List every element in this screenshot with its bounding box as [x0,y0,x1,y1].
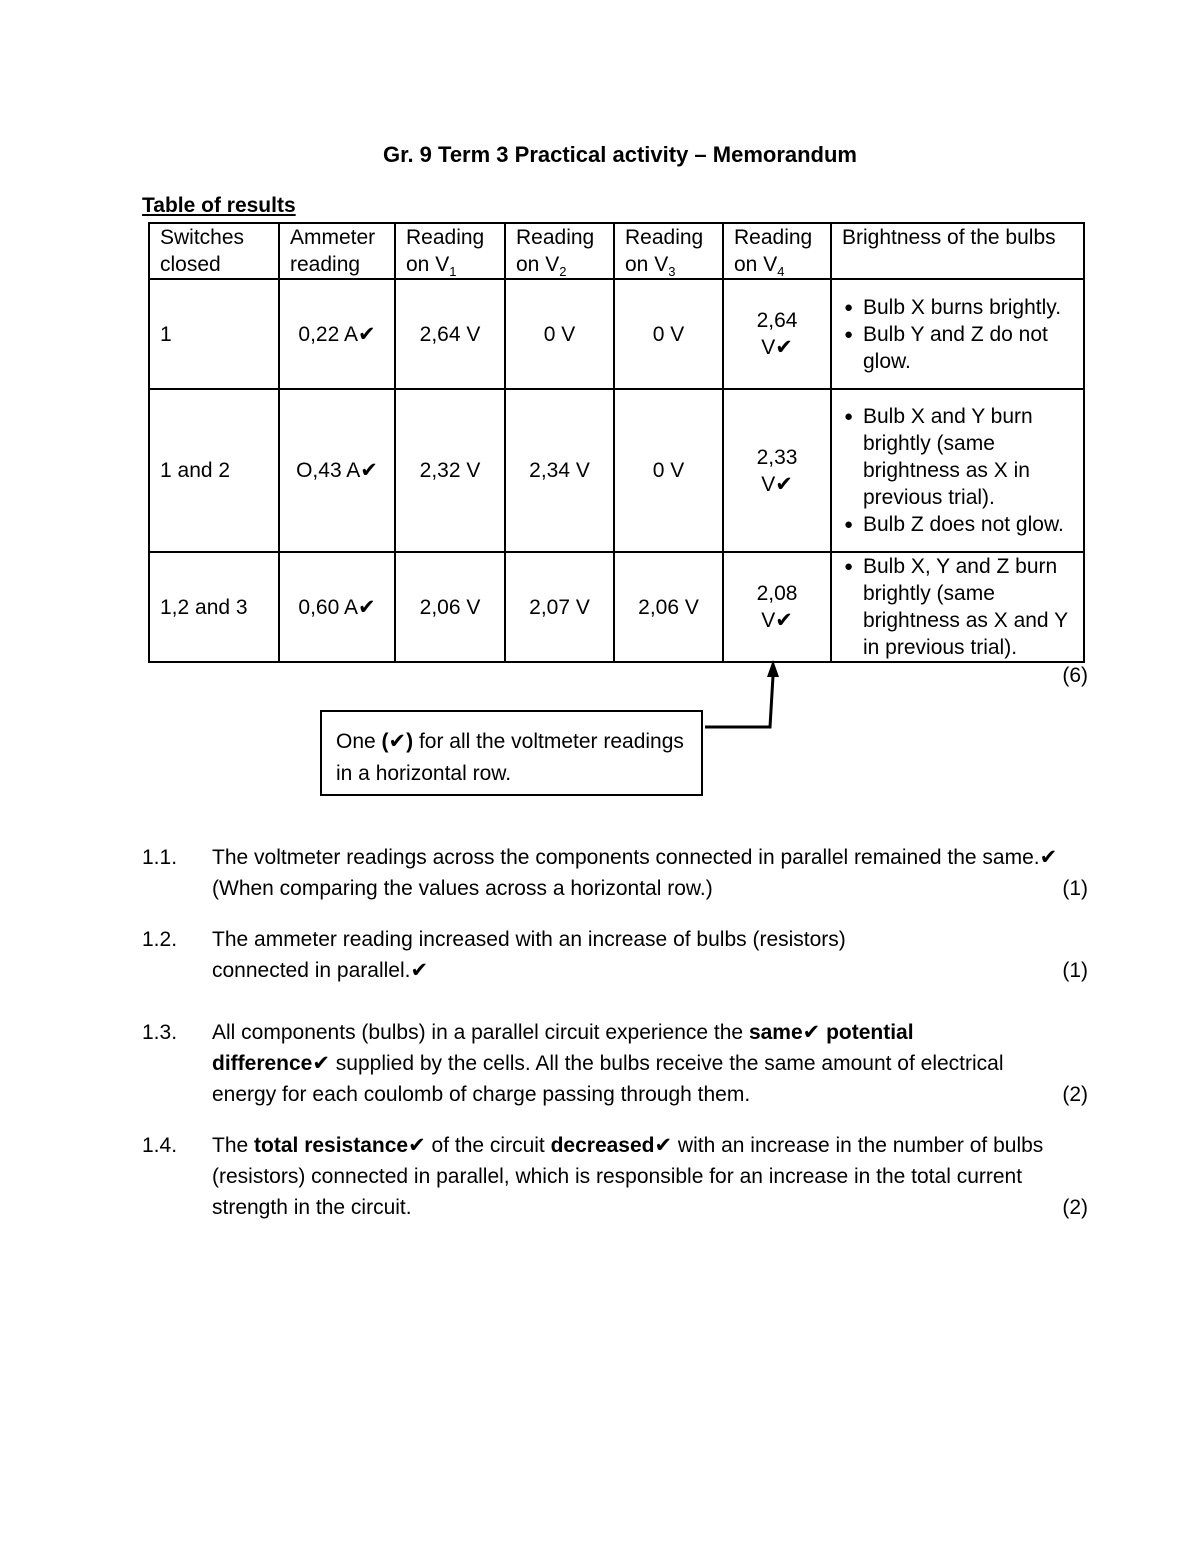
cell-switches: 1 [149,279,279,389]
note-tick: (✔) [381,730,414,753]
cell-switches: 1,2 and 3 [149,552,279,662]
question-text [212,1017,1032,1110]
header-ammeter: Ammeter reading [279,223,395,279]
question-marks: (1) [1062,959,1088,982]
header-switches: Switches closed [149,223,279,279]
bullet-item: ● Bulb X, Y and Z burn brightly (same brightness as X and Y in previous trial). [842,553,1073,661]
cell-v2: 2,07 V [505,552,614,662]
header-v3-text: Reading on $V_3$ [625,226,704,280]
question-1-2 [142,924,1092,986]
question-number: 1.4. [142,1134,178,1157]
question-text-part: The [212,1134,255,1157]
page-title: Gr. 9 Term 3 Practical activity – Memorandum [382,142,857,167]
cell-v1: 2,32 V [395,389,505,552]
question-1-4 [142,1130,1092,1223]
cell-v4: 2,08 V✔ [723,552,831,662]
cell-v3: 0 V [614,279,723,389]
header-v4-text: Reading on $V_4$ [734,226,813,280]
cell-v4: 2,64 V✔ [723,279,831,389]
cell-switches: 1 and 2 [149,389,279,552]
cell-ammeter: 0,22 A✔ [279,279,395,389]
cell-ammeter: 0,60 A✔ [279,552,395,662]
cell-v1: 2,64 V [395,279,505,389]
cell-v4: 2,33 V✔ [723,389,831,552]
header-brightness: Brightness of the bulbs [831,223,1084,279]
note-box [320,710,703,796]
question-marks: (1) [1062,877,1088,900]
cell-ammeter: O,43 A✔ [279,389,395,552]
question-text-bold: decreased✔ [550,1134,673,1157]
cell-v3: 0 V [614,389,723,552]
question-number: 1.1. [142,846,178,869]
question-marks: (2) [1062,1083,1088,1106]
cell-v3: 2,06 V [614,552,723,662]
question-text-part: of the circuit [425,1134,551,1157]
question-text: The voltmeter readings across the components connected in parallel remained the same.✔ (When comparing the values across a horizontal row.) [212,846,1058,900]
question-marks: (2) [1062,1196,1088,1219]
note-suffix: for all the voltmeter readings in a horizontal row. [336,730,684,785]
bullet-item: ● Bulb X and Y burn brightly (same brightness as X in previous trial). [842,403,1073,511]
question-text [212,1130,1092,1223]
question-text-bold: total resistance✔ [254,1134,426,1157]
question-1-3 [142,1017,1092,1110]
question-text-part: with an increase in the number of bulbs (resistors) connected in parallel, which is responsible for an increase in the total current strength in the circuit. [212,1134,1044,1219]
header-v1-text: Reading on $V_1$ [406,226,485,280]
bullet-item: ● Bulb Y and Z do not glow. [842,321,1073,375]
bullet-item: ● Bulb Z does not glow. [842,511,1073,538]
bullet-item: ● Bulb X burns brightly. [842,294,1073,321]
question-text-bold: same✔ potential difference✔ [212,1021,914,1075]
cell-v2: 2,34 V [505,389,614,552]
question-number: 1.3. [142,1021,178,1044]
question-1-1 [142,842,1092,904]
question-text: The ammeter reading increased with an increase of bulbs (resistors) connected in parallel.✔ [212,928,846,982]
cell-v2: 0 V [505,279,614,389]
note-prefix: One [336,730,382,753]
question-text-part: All components (bulbs) in a parallel circuit experience the [212,1021,749,1044]
table-heading: Table of results [142,194,296,217]
question-text-part: supplied by the cells. All the bulbs receive the same amount of electrical energy for each coulomb of charge passing through them. [212,1052,1004,1106]
cell-v1: 2,06 V [395,552,505,662]
header-v2-text: Reading on $V_2$ [516,226,595,280]
question-number: 1.2. [142,928,178,951]
table-marks: (6) [1062,664,1088,687]
